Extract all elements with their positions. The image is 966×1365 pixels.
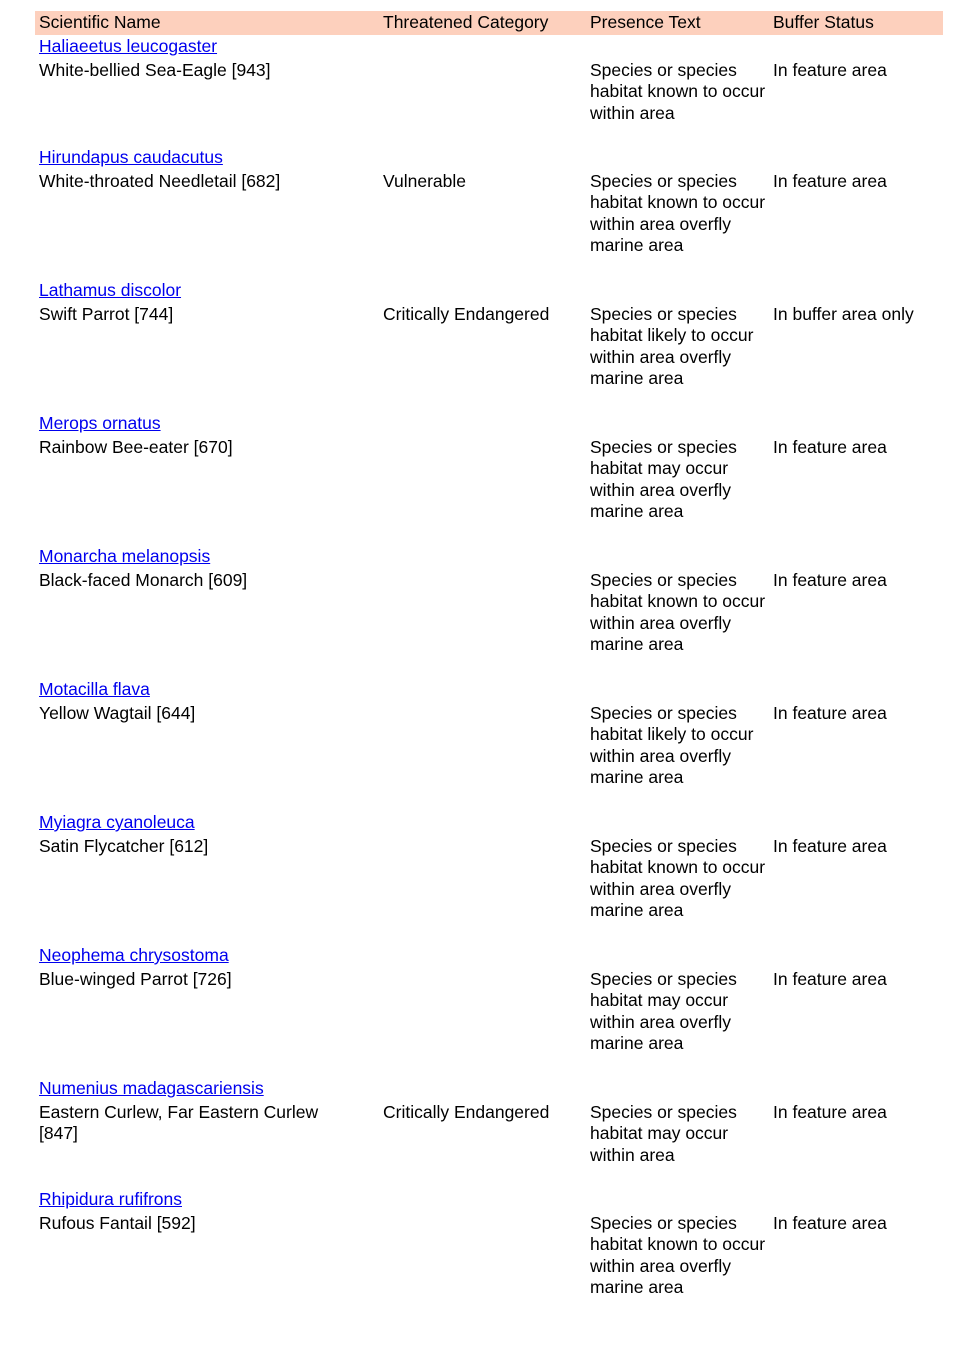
scientific-name-link[interactable]: Haliaeetus leucogaster xyxy=(39,36,218,56)
presence-text: Species or species habitat likely to occur within area overfly marine area xyxy=(590,703,754,787)
presence-text: Species or species habitat likely to occur within area overfly marine area xyxy=(590,304,754,388)
buffer-status: In feature area xyxy=(773,570,887,590)
scientific-name-link[interactable]: Neophema chrysostoma xyxy=(39,945,229,965)
common-name: Blue-winged Parrot [726] xyxy=(39,969,232,989)
scientific-name-link[interactable]: Numenius madagascariensis xyxy=(39,1078,264,1098)
buffer-status: In feature area xyxy=(773,437,887,457)
presence-text: Species or species habitat known to occur within area overfly marine area xyxy=(590,171,766,255)
common-name: Yellow Wagtail [644] xyxy=(39,703,196,723)
scientific-name-link[interactable]: Merops ornatus xyxy=(39,413,161,433)
presence-text: Species or species habitat known to occur within area xyxy=(590,60,766,123)
buffer-status: In feature area xyxy=(773,60,887,80)
presence-text: Species or species habitat known to occur within area overfly marine area xyxy=(590,1213,766,1297)
common-name: Swift Parrot [744] xyxy=(39,304,174,324)
common-name: Eastern Curlew, Far Eastern Curlew [847] xyxy=(39,1102,319,1144)
threatened-category: Critically Endangered xyxy=(383,1102,550,1122)
common-name: White-bellied Sea-Eagle [943] xyxy=(39,60,271,80)
buffer-status: In feature area xyxy=(773,969,887,989)
scientific-name-link[interactable]: Motacilla flava xyxy=(39,679,150,699)
common-name: Rufous Fantail [592] xyxy=(39,1213,196,1233)
scientific-name-link[interactable]: Lathamus discolor xyxy=(39,280,182,300)
buffer-status: In buffer area only xyxy=(773,304,914,324)
common-name: White-throated Needletail [682] xyxy=(39,171,281,191)
header-buffer-status: Buffer Status xyxy=(773,12,874,32)
header-presence-text: Presence Text xyxy=(590,12,701,32)
threatened-category: Vulnerable xyxy=(383,171,467,191)
buffer-status: In feature area xyxy=(773,703,887,723)
table-header xyxy=(35,11,943,35)
scientific-name-link[interactable]: Hirundapus caudacutus xyxy=(39,147,223,167)
presence-text: Species or species habitat may occur within area xyxy=(590,1102,737,1165)
threatened-category: Critically Endangered xyxy=(383,304,550,324)
scientific-name-link[interactable]: Myiagra cyanoleuca xyxy=(39,812,195,832)
buffer-status: In feature area xyxy=(773,836,887,856)
scientific-name-link[interactable]: Monarcha melanopsis xyxy=(39,546,211,566)
header-threatened-category: Threatened Category xyxy=(383,12,549,32)
buffer-status: In feature area xyxy=(773,171,887,191)
presence-text: Species or species habitat may occur within area overfly marine area xyxy=(590,437,737,521)
buffer-status: In feature area xyxy=(773,1102,887,1122)
presence-text: Species or species habitat known to occur within area overfly marine area xyxy=(590,570,766,654)
common-name: Rainbow Bee-eater [670] xyxy=(39,437,233,457)
presence-text: Species or species habitat may occur within area overfly marine area xyxy=(590,969,737,1053)
scientific-name-link[interactable]: Rhipidura rufifrons xyxy=(39,1189,182,1209)
presence-text: Species or species habitat known to occur within area overfly marine area xyxy=(590,836,766,920)
header-scientific-name: Scientific Name xyxy=(39,12,161,32)
common-name: Black-faced Monarch [609] xyxy=(39,570,248,590)
common-name: Satin Flycatcher [612] xyxy=(39,836,209,856)
buffer-status: In feature area xyxy=(773,1213,887,1233)
